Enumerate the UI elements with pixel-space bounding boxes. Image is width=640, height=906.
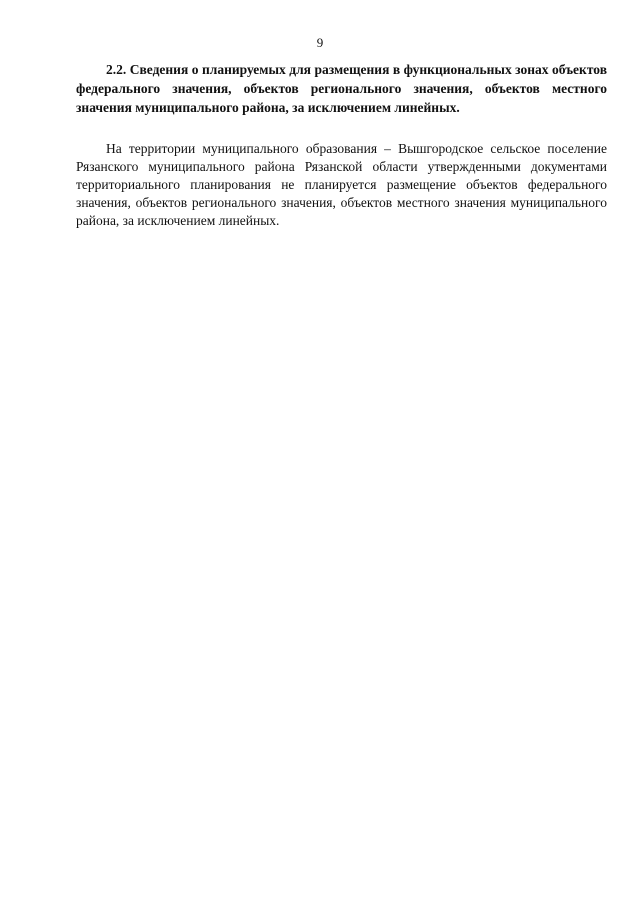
page-content [76,60,607,230]
body-paragraph: На территории муниципального образования – Вышгородское сельское поселение Рязанского муниципального района Рязанской области утвержденными документами территориального планирования не планируется размещение объектов федерального значения, объектов регионального значения, объектов местного значения муниципального района, за исключением линейных. [76,141,607,228]
page-number: 9 [316,35,324,50]
section-heading: 2.2. Сведения о планируемых для размещения в функциональных зонах объектов федерального значения, объектов регионального значения, объектов местного значения муниципального района, за исключением линейных. [76,62,607,115]
